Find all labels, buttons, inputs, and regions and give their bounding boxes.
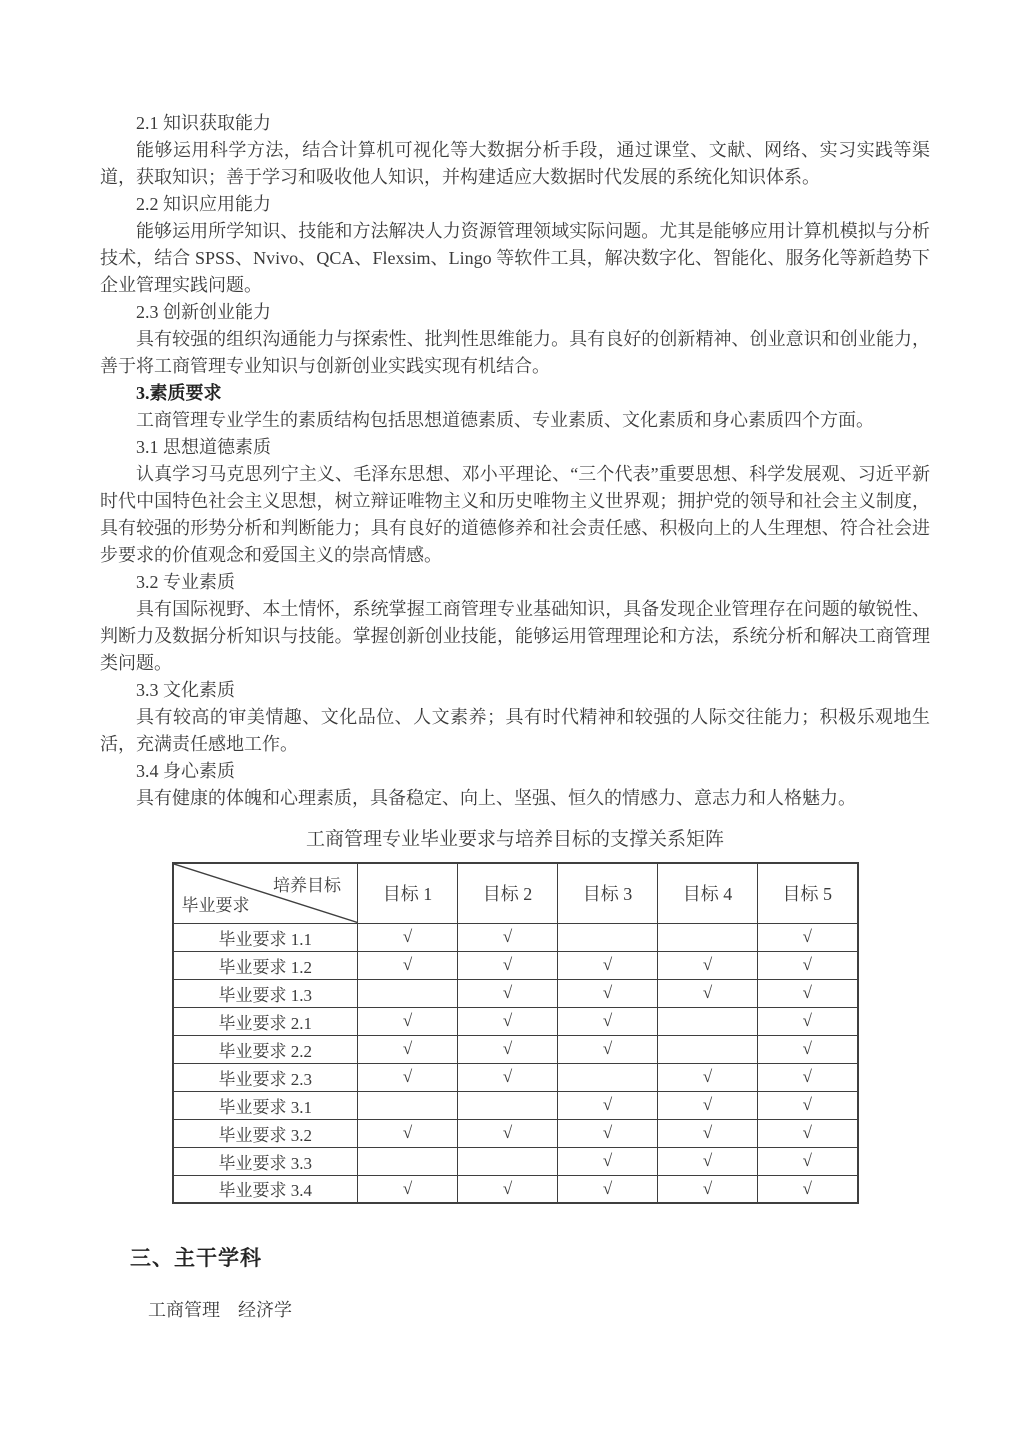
check-mark-cell: √ [558, 979, 658, 1007]
column-header-goal-1: 目标 1 [358, 863, 458, 923]
empty-cell [658, 1035, 758, 1063]
empty-cell [358, 979, 458, 1007]
check-mark-cell: √ [758, 1063, 858, 1091]
section-3-2-body: 具有国际视野、本土情怀，系统掌握工商管理专业基础知识，具备发现企业管理存在问题的敏锐性、判断力及数据分析知识与技能。掌握创新创业技能，能够运用管理理论和方法，系统分析和解决工商管理类问题。 [100, 599, 930, 673]
empty-cell [358, 1147, 458, 1175]
check-mark-cell: √ [758, 951, 858, 979]
check-mark-cell: √ [558, 1119, 658, 1147]
check-mark-cell: √ [458, 1007, 558, 1035]
table-row [173, 1147, 858, 1175]
main-discipline-heading: 三、主干学科 [130, 1247, 262, 1270]
section-3-2-heading: 3.2 专业素质 [136, 572, 235, 592]
row-label: 毕业要求 1.2 [173, 951, 358, 979]
section-2-2-heading: 2.2 知识应用能力 [136, 194, 271, 214]
section-2-1-body: 能够运用科学方法，结合计算机可视化等大数据分析手段，通过课堂、文献、网络、实习实践等渠道，获取知识；善于学习和吸收他人知识，并构建适应大数据时代发展的系统化知识体系。 [100, 140, 930, 187]
check-mark-cell: √ [758, 923, 858, 951]
empty-cell [358, 1091, 458, 1119]
row-label: 毕业要求 2.2 [173, 1035, 358, 1063]
check-mark-cell: √ [658, 951, 758, 979]
section-3-4-body: 具有健康的体魄和心理素质，具备稳定、向上、坚强、恒久的情感力、意志力和人格魅力。 [136, 788, 856, 808]
check-mark-cell: √ [458, 1119, 558, 1147]
check-mark-cell: √ [358, 1035, 458, 1063]
check-mark-cell: √ [558, 1035, 658, 1063]
check-mark-cell: √ [458, 951, 558, 979]
check-mark-cell: √ [458, 1035, 558, 1063]
row-label: 毕业要求 3.3 [173, 1147, 358, 1175]
check-mark-cell: √ [558, 1147, 658, 1175]
check-mark-cell: √ [658, 1175, 758, 1203]
matrix-header-row [173, 863, 858, 923]
table-row [173, 1119, 858, 1147]
support-matrix-table [172, 862, 859, 1204]
row-label: 毕业要求 3.1 [173, 1091, 358, 1119]
table-row [173, 1035, 858, 1063]
check-mark-cell: √ [458, 1063, 558, 1091]
check-mark-cell: √ [358, 1063, 458, 1091]
row-label: 毕业要求 3.4 [173, 1175, 358, 1203]
empty-cell [658, 923, 758, 951]
check-mark-cell: √ [658, 1119, 758, 1147]
section-3-intro: 工商管理专业学生的素质结构包括思想道德素质、专业素质、文化素质和身心素质四个方面。 [136, 410, 874, 430]
check-mark-cell: √ [758, 1007, 858, 1035]
table-row [173, 1091, 858, 1119]
check-mark-cell: √ [658, 1063, 758, 1091]
disciplines-text: 工商管理 经济学 [148, 1300, 292, 1320]
section-3-3-body: 具有较高的审美情趣、文化品位、人文素养；具有时代精神和较强的人际交往能力；积极乐观地生活，充满责任感地工作。 [100, 707, 930, 754]
table-row [173, 1063, 858, 1091]
section-3-1-body: 认真学习马克思列宁主义、毛泽东思想、邓小平理论、“三个代表”重要思想、科学发展观、习近平新时代中国特色社会主义思想，树立辩证唯物主义和历史唯物主义世界观；拥护党的领导和社会主义制度，具有较强的形势分析和判断能力；具有良好的道德修养和社会责任感、积极向上的人生理想、符合社会进步要求的价值观念和爱国主义的崇高情感。 [100, 464, 930, 565]
section-2-3-heading: 2.3 创新创业能力 [136, 302, 271, 322]
check-mark-cell: √ [558, 1091, 658, 1119]
check-mark-cell: √ [658, 979, 758, 1007]
empty-cell [558, 1063, 658, 1091]
empty-cell [658, 1007, 758, 1035]
table-row [173, 979, 858, 1007]
check-mark-cell: √ [758, 1035, 858, 1063]
corner-top-label: 培养目标 [273, 876, 341, 895]
section-3-heading: 3.素质要求 [136, 383, 222, 403]
row-label: 毕业要求 2.3 [173, 1063, 358, 1091]
section-2-3-body: 具有较强的组织沟通能力与探索性、批判性思维能力。具有良好的创新精神、创业意识和创业能力，善于将工商管理专业知识与创新创业实践实现有机结合。 [100, 329, 930, 376]
check-mark-cell: √ [758, 1147, 858, 1175]
check-mark-cell: √ [358, 923, 458, 951]
check-mark-cell: √ [758, 979, 858, 1007]
section-2-1-heading: 2.1 知识获取能力 [136, 113, 271, 133]
empty-cell [558, 923, 658, 951]
check-mark-cell: √ [558, 1175, 658, 1203]
table-row [173, 1175, 858, 1203]
check-mark-cell: √ [358, 1007, 458, 1035]
section-2-2-body: 能够运用所学知识、技能和方法解决人力资源管理领域实际问题。尤其是能够应用计算机模拟与分析技术，结合 SPSS、Nvivo、QCA、Flexsim、Lingo 等软件工具，解决数字化、智能化、服务化等新趋势下企业管理实践问题。 [100, 221, 930, 295]
check-mark-cell: √ [658, 1091, 758, 1119]
check-mark-cell: √ [758, 1175, 858, 1203]
section-3-4-heading: 3.4 身心素质 [136, 761, 235, 781]
corner-bottom-label: 毕业要求 [181, 895, 250, 915]
check-mark-cell: √ [458, 1175, 558, 1203]
section-3-3-heading: 3.3 文化素质 [136, 680, 235, 700]
column-header-goal-5: 目标 5 [758, 863, 858, 923]
check-mark-cell: √ [558, 951, 658, 979]
empty-cell [458, 1147, 558, 1175]
check-mark-cell: √ [758, 1091, 858, 1119]
row-label: 毕业要求 1.3 [173, 979, 358, 1007]
section-3-1-heading: 3.1 思想道德素质 [136, 437, 271, 457]
matrix-table-caption: 工商管理专业毕业要求与培养目标的支撑关系矩阵 [305, 829, 724, 850]
row-label: 毕业要求 3.2 [173, 1119, 358, 1147]
row-label: 毕业要求 1.1 [173, 923, 358, 951]
table-row [173, 1007, 858, 1035]
matrix-body [173, 923, 858, 1203]
column-header-goal-2: 目标 2 [458, 863, 558, 923]
table-row [173, 923, 858, 951]
check-mark-cell: √ [658, 1147, 758, 1175]
check-mark-cell: √ [458, 923, 558, 951]
check-mark-cell: √ [358, 951, 458, 979]
document-content [100, 110, 930, 1322]
row-label: 毕业要求 2.1 [173, 1007, 358, 1035]
check-mark-cell: √ [758, 1119, 858, 1147]
empty-cell [458, 1091, 558, 1119]
table-row [173, 951, 858, 979]
check-mark-cell: √ [458, 979, 558, 1007]
column-header-goal-4: 目标 4 [658, 863, 758, 923]
corner-header-cell [173, 863, 358, 923]
column-header-goal-3: 目标 3 [558, 863, 658, 923]
check-mark-cell: √ [358, 1175, 458, 1203]
check-mark-cell: √ [358, 1119, 458, 1147]
check-mark-cell: √ [558, 1007, 658, 1035]
